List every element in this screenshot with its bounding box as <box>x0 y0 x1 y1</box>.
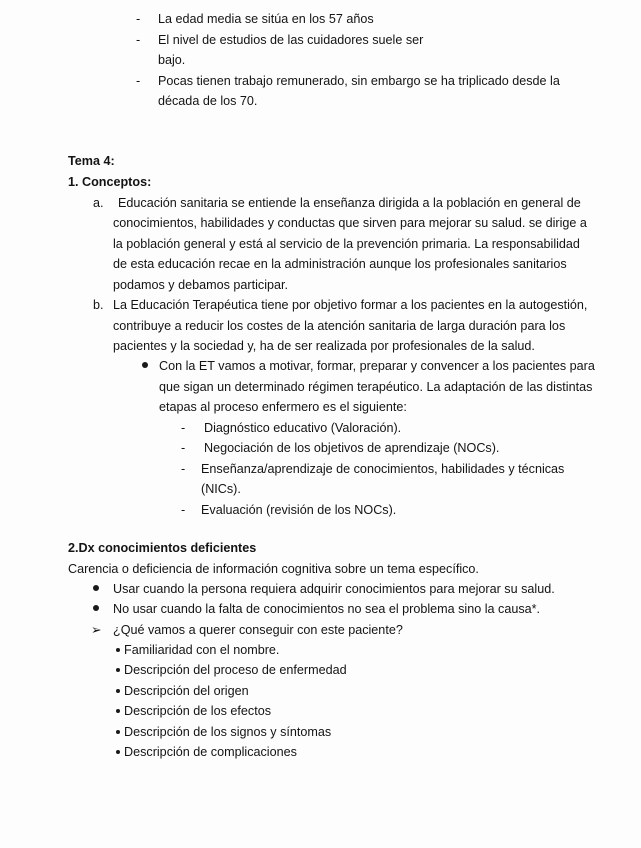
step-3-line-1: Enseñanza/aprendizaje de conocimientos, habilidades y técnicas <box>201 462 565 476</box>
step-1: Diagnóstico educativo (Valoración). <box>204 421 402 435</box>
step-3-line-2: (NICs). <box>201 482 241 496</box>
bullet-icon <box>93 585 99 591</box>
goal-item: Descripción del origen <box>124 684 249 698</box>
et-line-2: que sigan un determinado régimen terapéutico. La adaptación de las distintas <box>159 380 593 394</box>
goal-item: Descripción del proceso de enfermedad <box>124 663 347 677</box>
goal-item: Descripción de los signos y síntomas <box>124 725 332 739</box>
intro-item-1: La edad media se sitúa en los 57 años <box>158 12 374 26</box>
item-b-marker: b. <box>93 298 104 312</box>
dx-bullet-1: Usar cuando la persona requiera adquirir conocimientos para mejorar su salud. <box>113 582 555 596</box>
item-b-line-1: La Educación Terapéutica tiene por objetivo formar a los pacientes en la autogestión, <box>113 298 588 312</box>
dash-marker: - <box>181 503 186 517</box>
item-a-line-1: Educación sanitaria se entiende la enseñanza dirigida a la población en general de <box>118 196 581 210</box>
dash-marker: - <box>136 12 141 26</box>
item-a-line-3: la población general y está al servicio de la prevención primaria. La responsabilidad <box>113 237 580 251</box>
dash-marker: - <box>181 421 186 435</box>
intro-item-3-line-2: década de los 70. <box>158 94 258 108</box>
bullet-icon <box>116 709 120 713</box>
dash-marker: - <box>181 441 186 455</box>
goal-item: Descripción de complicaciones <box>124 745 297 759</box>
dash-marker: - <box>136 74 141 88</box>
et-line-3: etapas al proceso enfermero es el siguiente: <box>159 400 407 414</box>
goal-item: Descripción de los efectos <box>124 704 271 718</box>
arrow-icon: ➢ <box>91 623 102 637</box>
item-a-line-4: de esta educación recae en la administración aunque los profesionales sanitarios <box>113 257 567 271</box>
bullet-icon <box>116 689 120 693</box>
bullet-icon <box>142 362 148 368</box>
bullet-icon <box>116 730 120 734</box>
goal-item: Familiaridad con el nombre. <box>124 643 280 657</box>
bullet-icon <box>116 648 120 652</box>
dx-definition: Carencia o deficiencia de información cognitiva sobre un tema específico. <box>68 562 479 576</box>
item-b-line-2: contribuye a reducir los costes de la atención sanitaria de larga duración para los <box>113 319 566 333</box>
dx-bullet-2: No usar cuando la falta de conocimientos no sea el problema sino la causa*. <box>113 602 541 616</box>
item-a-line-5: podamos y debamos participar. <box>113 278 289 292</box>
item-a-marker: a. <box>93 196 104 210</box>
dash-marker: - <box>136 33 141 47</box>
dx-heading: 2.Dx conocimientos deficientes <box>68 541 257 555</box>
item-b-line-3: pacientes y la sociedad y, ha de ser realizada por profesionales de la salud. <box>113 339 535 353</box>
tema-title: Tema 4: <box>68 154 115 168</box>
step-4: Evaluación (revisión de los NOCs). <box>201 503 397 517</box>
bullet-icon <box>116 750 120 754</box>
intro-item-3-line-1: Pocas tienen trabajo remunerado, sin embargo se ha triplicado desde la <box>158 74 560 88</box>
conceptos-heading: 1. Conceptos: <box>68 175 152 189</box>
intro-item-2-line-1: El nivel de estudios de las cuidadores suele ser <box>158 33 424 47</box>
step-2: Negociación de los objetivos de aprendizaje (NOCs). <box>204 441 500 455</box>
dx-question: ¿Qué vamos a querer conseguir con este paciente? <box>113 623 403 637</box>
intro-item-2-line-2: bajo. <box>158 53 186 67</box>
bullet-icon <box>116 668 120 672</box>
item-a-line-2: conocimientos, habilidades y conductas que sirven para mejorar su salud. se dirige a <box>113 216 587 230</box>
et-line-1: Con la ET vamos a motivar, formar, preparar y convencer a los pacientes para <box>159 359 595 373</box>
dash-marker: - <box>181 462 186 476</box>
bullet-icon <box>93 605 99 611</box>
